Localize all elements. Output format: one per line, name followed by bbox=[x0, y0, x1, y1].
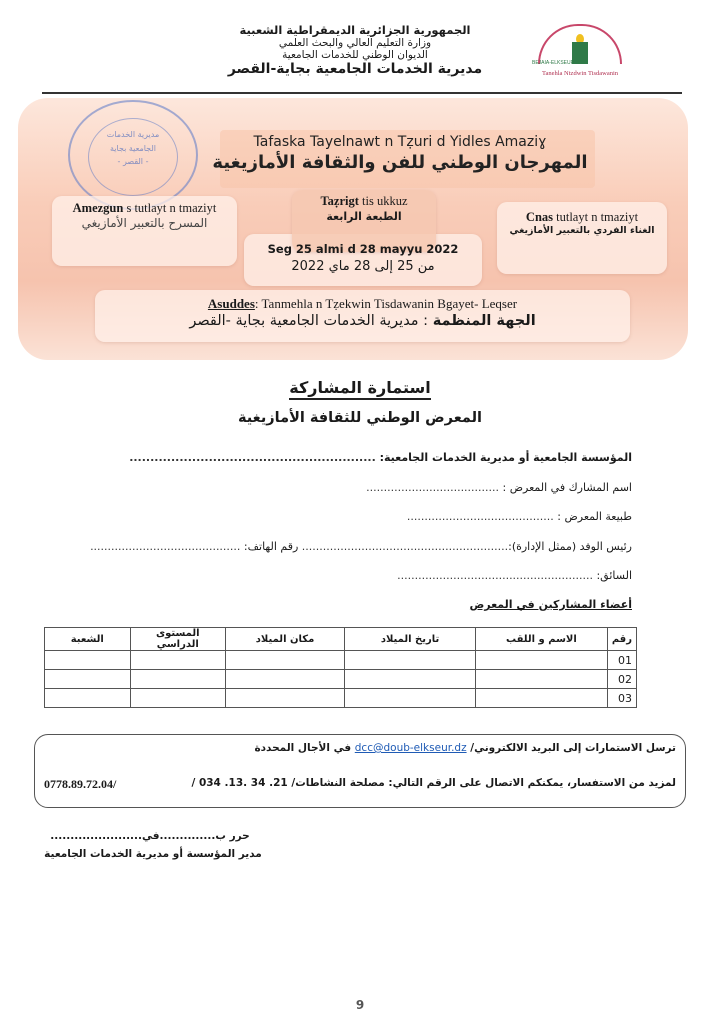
table-row bbox=[45, 651, 637, 670]
submission-note bbox=[254, 742, 676, 754]
logo-subcaption: BEJAIA-ELKSEUR bbox=[532, 60, 575, 66]
participant-blank[interactable]: ...................................... bbox=[366, 481, 500, 494]
driver-blank[interactable]: ........................................................ bbox=[397, 569, 593, 582]
cell-education-level[interactable] bbox=[130, 670, 225, 689]
institution-label: المؤسسة الجامعية أو مديرية الخدمات الجامعية: bbox=[379, 451, 632, 464]
stamp-line: مديرية الخدمات bbox=[106, 130, 160, 139]
cell-specialty[interactable] bbox=[45, 689, 131, 708]
members-table bbox=[44, 627, 637, 708]
theatre-latin-bold: Amezgun bbox=[72, 201, 124, 215]
logo-book-icon bbox=[572, 42, 588, 64]
cell-birth-date[interactable] bbox=[345, 670, 476, 689]
singing-latin-rest: tutlayt n tmaziyt bbox=[553, 210, 639, 224]
signature-place-date[interactable]: حرر ب..............في....................... bbox=[50, 830, 250, 842]
cell-birth-place[interactable] bbox=[226, 670, 345, 689]
participant-field[interactable] bbox=[366, 481, 632, 494]
table-row bbox=[45, 670, 637, 689]
col-specialty: الشعبة bbox=[45, 628, 131, 651]
col-birth-place: مكان الميلاد bbox=[226, 628, 345, 651]
edition-latin-bold: Taẓrigt bbox=[320, 194, 359, 208]
singing-latin bbox=[497, 210, 667, 225]
submission-suffix: في الأجال المحددة bbox=[254, 742, 355, 754]
stamp-text bbox=[88, 128, 178, 169]
col-birth-date: تاريخ الميلاد bbox=[345, 628, 476, 651]
directorate-logo bbox=[530, 24, 630, 86]
organizer-name-arabic: : مديرية الخدمات الجامعية بجاية -القصر bbox=[189, 313, 433, 329]
stamp-line: الجامعية بجاية bbox=[110, 143, 156, 153]
contact-note: لمزيد من الاستفسار، يمكنكم الاتصال على الرقم التالي: مصلحة النشاطات/ 21. 34 .13. 034 / bbox=[191, 777, 676, 789]
edition-latin-rest: tis ukkuz bbox=[358, 194, 408, 208]
organizer-arabic bbox=[95, 313, 630, 329]
row-number: 03 bbox=[607, 689, 636, 708]
organizer-label-arabic: الجهة المنظمة bbox=[432, 313, 536, 329]
signature-title: مدير المؤسسة أو مديرية الخدمات الجامعية bbox=[44, 848, 262, 860]
phone-label: رقم الهاتف: bbox=[240, 540, 302, 553]
edition-latin bbox=[292, 194, 436, 209]
header-office: الديوان الوطني للخدمات الجامعية bbox=[282, 49, 428, 62]
email-link[interactable]: dcc@doub-elkseur.dz bbox=[354, 742, 467, 754]
col-number: رقم bbox=[607, 628, 636, 651]
submission-prefix: ترسل الاستمارات إلى البريد الالكتروني/ bbox=[466, 742, 676, 754]
page-number: 9 bbox=[355, 998, 365, 1012]
stamp-line: - القصر - bbox=[117, 157, 149, 167]
exhibit-type-label: طبيعة المعرض : bbox=[553, 510, 632, 523]
logo-caption: Tanehla Ntzdwin Tisdawanin bbox=[541, 70, 619, 77]
cell-birth-date[interactable] bbox=[345, 689, 476, 708]
edition-arabic: الطبعة الرابعة bbox=[326, 210, 402, 223]
exhibit-type-blank[interactable]: .......................................... bbox=[406, 510, 554, 523]
institution-blank[interactable]: ........................................................... bbox=[129, 451, 376, 464]
cell-education-level[interactable] bbox=[130, 689, 225, 708]
organizer-name-latin: : Tanmehla n Tẓekwin Tisdawanin Bgayet- Leqser bbox=[254, 296, 518, 311]
cell-full-name[interactable] bbox=[475, 689, 607, 708]
festival-title-latin: Tafaska Tayelnawt n Tẓuri d Yidles Amaziɣ bbox=[253, 134, 547, 150]
header-directorate: مديرية الخدمات الجامعية بجاية-القصر bbox=[227, 61, 483, 78]
organizer-latin bbox=[95, 296, 630, 312]
header-republic: الجمهورية الجزائرية الديمقراطية الشعبية bbox=[239, 23, 471, 37]
delegation-head-label: رئيس الوفد (ممثل الإدارة): bbox=[508, 540, 632, 553]
cell-full-name[interactable] bbox=[475, 670, 607, 689]
driver-label: السائق: bbox=[592, 569, 632, 582]
exhibit-type-field[interactable] bbox=[407, 510, 632, 523]
mobile-number: 0778.89.72.04/ bbox=[44, 777, 117, 791]
table-header-row bbox=[45, 628, 637, 651]
ministry-header bbox=[210, 24, 500, 77]
form-title-text: استمارة المشاركة bbox=[289, 378, 430, 400]
cell-full-name[interactable] bbox=[475, 651, 607, 670]
participant-label: اسم المشارك في المعرض : bbox=[499, 481, 632, 494]
date-arabic: من 25 إلى 28 ماي 2022 bbox=[291, 259, 435, 274]
header-ministry: وزارة التعليم العالي والبحث العلمي bbox=[278, 37, 432, 50]
theatre-latin-rest: s tutlayt n tmaziyt bbox=[123, 201, 217, 215]
cell-birth-place[interactable] bbox=[226, 689, 345, 708]
row-number: 01 bbox=[607, 651, 636, 670]
festival-title-arabic: المهرجان الوطني للفن والثقافة الأمازيغية bbox=[212, 152, 588, 173]
col-full-name: الاسم و اللقب bbox=[475, 628, 607, 651]
cell-education-level[interactable] bbox=[130, 651, 225, 670]
col-education-level: المستوى الدراسي bbox=[130, 628, 225, 651]
row-number: 02 bbox=[607, 670, 636, 689]
cell-specialty[interactable] bbox=[45, 651, 131, 670]
table-row bbox=[45, 689, 637, 708]
institution-field[interactable] bbox=[129, 451, 632, 464]
singing-arabic: الغناء الفردي بالتعبير الأمازيغي bbox=[509, 225, 655, 236]
theatre-latin bbox=[52, 201, 237, 216]
delegation-head-field[interactable] bbox=[90, 540, 632, 553]
cell-birth-date[interactable] bbox=[345, 651, 476, 670]
theatre-arabic: المسرح بالتعبير الأمازيغي bbox=[81, 216, 208, 230]
header-divider bbox=[42, 92, 682, 94]
organizer-label-latin: Asuddes bbox=[207, 296, 255, 311]
cell-birth-place[interactable] bbox=[226, 651, 345, 670]
driver-field[interactable] bbox=[397, 569, 632, 582]
phone-blank[interactable]: ........................................... bbox=[90, 540, 241, 553]
delegation-head-blank[interactable]: ........................................................... bbox=[301, 540, 509, 553]
singing-latin-bold: Cnas bbox=[525, 210, 554, 224]
cell-specialty[interactable] bbox=[45, 670, 131, 689]
form-subtitle: المعرض الوطني للثقافة الأمازيغية bbox=[237, 410, 483, 426]
members-title: أعضاء المشاركين في المعرض bbox=[469, 598, 632, 611]
date-latin: Seg 25 almi d 28 mayyu 2022 bbox=[267, 242, 459, 256]
form-title bbox=[200, 378, 520, 397]
